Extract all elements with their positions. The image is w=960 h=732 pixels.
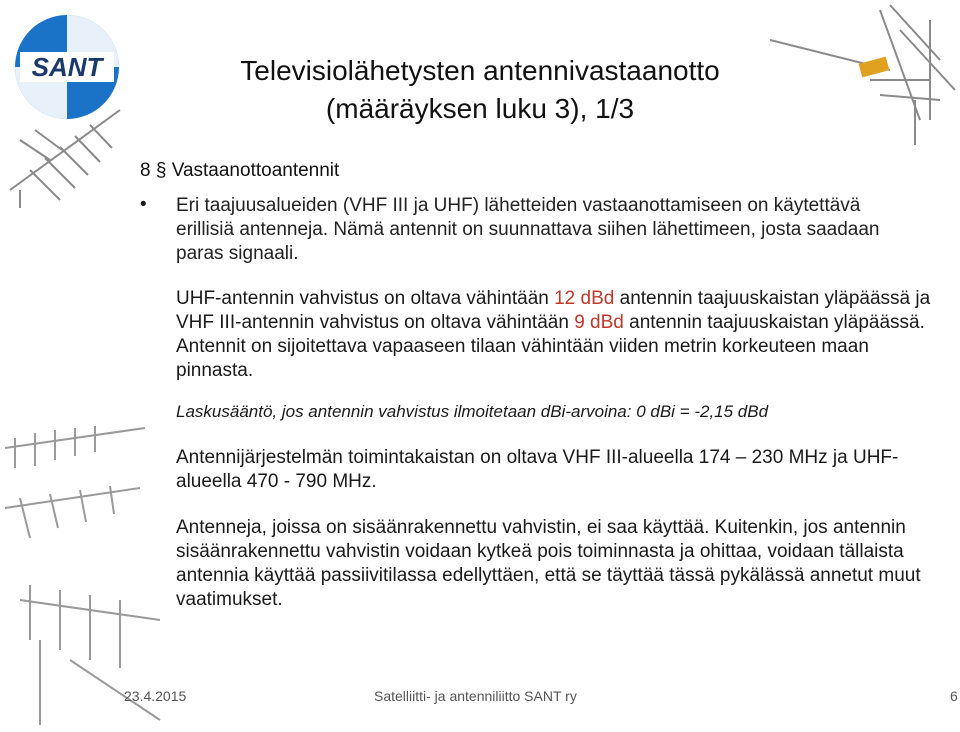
title-line-2: (määräyksen luku 3), 1/3 [325,93,635,124]
vhf-antenna-image-left-bottom [0,580,170,730]
logo-text: SANT [31,52,103,82]
bullet-icon: • [140,194,147,215]
yagi-antenna-image-left-top [0,100,130,210]
footer-organization: Satelliitti- ja antenniliitto SANT ry [374,688,577,704]
section-heading: 8 § Vastaanottoantennit [140,160,340,181]
footer-date: 23.4.2015 [124,688,187,704]
paragraph-amplifier: Antenneja, joissa on sisäänrakennettu vahvistin, ei saa käyttää. Kuitenkin, jos antennin sisäänrakennettu vahvistin voidaan kytkeä pois toiminnasta ja ohittaa, voidaan tällaista antennia käyttää passiivitilassa edellyttäen, että se täyttää tässä pykälässä annetut muut vaatimukset. [176,517,921,610]
gain-text-2: antennin taajuuskaistan yläpäässä ja VHF III-antennin vahvistus on oltava vähintään [176,288,931,333]
paragraph-band: Antennijärjestelmän toimintakaistan on oltava VHF III-alueella 174 – 230 MHz ja UHF-alueella 470 - 790 MHz. [176,447,899,492]
uhf-antenna-image-right-top [770,0,960,145]
slide-title [190,52,770,128]
paragraph-antennas: Eri taajuusalueiden (VHF III ja UHF) lähetteiden vastaanottamiseen on käytettävä erillisiä antenneja. Nämä antennit on suunnattava siihen lähettimeen, josta saadaan paras signaali. [176,195,880,264]
paragraph-gain [176,287,936,383]
page-number: 6 [950,688,958,704]
uhf-gain-value: 12 dBd [554,288,615,309]
gain-text-3: antennin taajuuskaistan yläpäässä. Antennit on sijoitettava vapaaseen tilaan vähintään viiden metrin korkeuteen maan pinnasta. [176,312,925,381]
paragraph-dbi-rule: Laskusääntö, jos antennin vahvistus ilmoitetaan dBi-arvoina: 0 dBi = -2,15 dBd [176,402,769,421]
vhf-antenna-image-left-middle [0,418,150,568]
gain-text-1: UHF-antennin vahvistus on oltava vähintään [176,288,555,309]
vhf-gain-value: 9 dBd [574,312,624,333]
title-line-1: Televisiolähetysten antennivastaanotto [240,55,720,86]
